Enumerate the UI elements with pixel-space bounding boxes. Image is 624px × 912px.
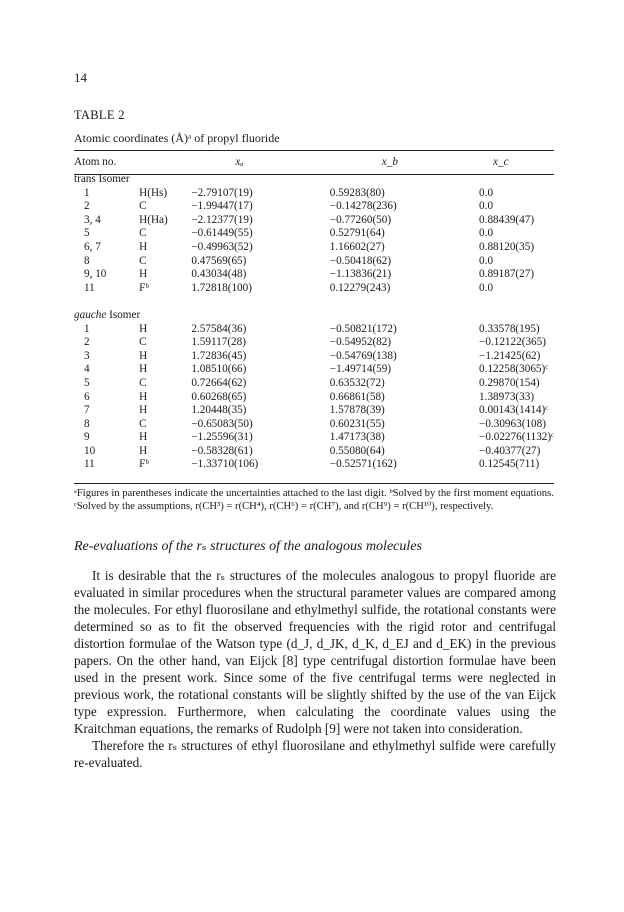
cell-xc: 1.38973(33) (479, 390, 535, 403)
cell-xa: −2.79107(19) (191, 186, 253, 199)
table-label: TABLE 2 (74, 108, 125, 122)
cell-atom-no: 3 (84, 349, 90, 362)
paragraph-1: It is desirable that the rₛ structures of the molecules analogous to propyl fluoride are evaluated in similar procedures when the structural parameter values are compared among the molecules. For ethyl fluorosilane and ethylmethyl sulfide, the rotational constants were determined so as to fit the observed frequencies with the rigid rotor and centrifugal distortion formulae of the Watson type (d_J, d_JK, d_K, d_EJ and d_EK) in the previous papers. On the other hand, van Eijck [8] type centrifugal distortion formulae have been used in the present work. Since some of the five centrifugal terms were neglected in previous work, the rotational constants will be slightly shifted by the use of the van Eijck type expression. Furthermore, when calculating the coordinate values using the Kraitchman equations, the remarks of Rudolph [9] were not taken into consideration. (74, 568, 556, 736)
cell-xb: 1.16602(27) (329, 240, 385, 253)
cell-atom-no: 1 (84, 322, 90, 335)
cell-atom: H (139, 390, 148, 403)
cell-xc: −0.40377(27) (479, 444, 541, 457)
table-row (74, 227, 554, 241)
cell-atom-no: 11 (84, 458, 95, 471)
cell-atom: C (139, 336, 147, 349)
section-heading: Re-evaluations of the rₛ structures of the analogous molecules (74, 539, 422, 554)
cell-atom-no: 10 (84, 444, 96, 457)
cell-atom: Fᵇ (139, 281, 149, 294)
table-row (74, 282, 554, 296)
cell-xb: 0.52791(64) (329, 227, 385, 240)
cell-xa: −2.12377(19) (191, 213, 253, 226)
cell-xc: 0.0 (479, 200, 494, 213)
header-xc: x_c (493, 155, 509, 168)
cell-xa: 0.43034(48) (191, 268, 247, 281)
cell-xc: 0.0 (479, 186, 494, 199)
cell-xc: 0.00143(1414)ᶜ (479, 404, 549, 417)
cell-xc: −0.12122(365) (479, 336, 546, 349)
cell-atom: H (139, 240, 148, 253)
cell-xb: 1.47173(38) (329, 431, 385, 444)
cell-xc: 0.12545(711) (479, 458, 540, 471)
cell-atom: H(Hs) (139, 186, 168, 199)
cell-atom: H (139, 363, 148, 376)
table-row (74, 363, 554, 377)
cell-xb: −0.54769(138) (329, 349, 397, 362)
cell-xc: 0.33578(195) (479, 322, 540, 335)
section-title-row (74, 173, 554, 187)
body-text (74, 567, 556, 771)
cell-atom: C (139, 227, 147, 240)
cell-xb: −0.54952(82) (329, 336, 392, 349)
cell-atom-no: 9 (84, 431, 90, 444)
table-row (74, 431, 554, 445)
cell-atom-no: 2 (84, 336, 90, 349)
cell-xc: 0.0 (479, 227, 494, 240)
cell-xa: −0.65083(50) (191, 417, 253, 430)
cell-atom: Fᵇ (139, 458, 149, 471)
cell-atom: C (139, 376, 147, 389)
cell-xb: 0.60231(55) (329, 417, 385, 430)
cell-xc: −1.21425(62) (479, 349, 541, 362)
cell-xa: 0.60268(65) (191, 390, 247, 403)
coordinates-table (74, 152, 554, 472)
cell-xa: 1.72818(100) (191, 281, 252, 294)
cell-xc: 0.0 (479, 254, 494, 267)
cell-xc: −0.30963(108) (479, 417, 546, 430)
section-spacer (74, 295, 554, 309)
cell-atom-no: 9, 10 (84, 268, 107, 281)
table-row (74, 187, 554, 201)
table-row (74, 445, 554, 459)
section-title: gauche Isomer (74, 308, 141, 321)
page-number: 14 (74, 70, 87, 85)
cell-atom: H (139, 322, 148, 335)
cell-atom-no: 6, 7 (84, 240, 101, 253)
cell-atom-no: 5 (84, 227, 90, 240)
cell-atom-no: 1 (84, 186, 90, 199)
cell-atom: C (139, 254, 147, 267)
cell-xb: −0.14278(236) (329, 200, 397, 213)
table-bottom-rule (74, 483, 554, 484)
cell-atom: H (139, 444, 148, 457)
cell-atom-no: 7 (84, 404, 90, 417)
cell-xa: 1.20448(35) (191, 404, 247, 417)
cell-atom: C (139, 417, 147, 430)
cell-xa: −0.61449(55) (191, 227, 253, 240)
cell-xa: 1.72836(45) (191, 349, 247, 362)
cell-xb: 0.63532(72) (329, 376, 385, 389)
paragraph-2: Therefore the rₛ structures of ethyl fluorosilane and ethylmethyl sulfide were carefully re-evaluated. (74, 738, 556, 770)
table-footnotes: ᵃFigures in parentheses indicate the uncertainties attached to the last digit. ᵇSolved by the first moment equations. ᶜSolved by the assumptions, r(CH³) = r(CH⁴), r(CH⁶) = r(CH⁷), and r(CH⁹) = r(CH¹⁰), respectively. (74, 488, 554, 512)
table-row (74, 458, 554, 472)
cell-xa: −1.25596(31) (191, 431, 253, 444)
cell-xb: −1.49714(59) (329, 363, 392, 376)
table-row (74, 323, 554, 337)
table-row (74, 377, 554, 391)
cell-xa: −0.58328(61) (191, 444, 253, 457)
cell-xc: 0.29870(154) (479, 376, 540, 389)
cell-xb: 0.59283(80) (329, 186, 385, 199)
table-body (74, 173, 554, 472)
cell-atom: H (139, 268, 148, 281)
cell-atom-no: 5 (84, 376, 90, 389)
table-row (74, 268, 554, 282)
cell-xc: 0.88439(47) (479, 213, 535, 226)
table-row (74, 241, 554, 255)
header-xb: x_b (381, 155, 398, 168)
cell-xc: 0.89187(27) (479, 268, 535, 281)
cell-xb: 0.55080(64) (329, 444, 385, 457)
cell-atom-no: 4 (84, 363, 90, 376)
cell-atom: H(Ha) (139, 213, 168, 226)
cell-xb: −0.50821(172) (329, 322, 397, 335)
cell-xb: 0.66861(58) (329, 390, 385, 403)
cell-xb: −0.77260(50) (329, 213, 392, 226)
cell-xb: −0.50418(62) (329, 254, 392, 267)
cell-atom: C (139, 200, 147, 213)
table-row (74, 255, 554, 269)
cell-atom-no: 8 (84, 254, 90, 267)
cell-xa: −0.49963(52) (191, 240, 253, 253)
cell-xc: 0.88120(35) (479, 240, 535, 253)
section-title: trans Isomer (74, 173, 130, 185)
header-atom-no: Atom no. (74, 155, 117, 168)
cell-xa: 1.08510(66) (191, 363, 247, 376)
cell-xc: 0.12258(3065)ᶜ (479, 363, 549, 376)
table-top-rule (74, 150, 554, 151)
cell-atom-no: 3, 4 (84, 213, 101, 226)
cell-xb: −1.13836(21) (329, 268, 392, 281)
table-header-row (74, 152, 554, 173)
cell-xa: −1.33710(106) (191, 458, 259, 471)
cell-atom-no: 8 (84, 417, 90, 430)
cell-xb: 0.12279(243) (329, 281, 391, 294)
cell-xa: −1.99447(17) (191, 200, 253, 213)
cell-atom: H (139, 404, 148, 417)
table-caption: Atomic coordinates (Å)ᵃ of propyl fluoride (74, 131, 280, 145)
cell-atom: H (139, 349, 148, 362)
table-row (74, 404, 554, 418)
table-row (74, 214, 554, 228)
header-xa: xₐ (235, 155, 244, 168)
cell-xa: 2.57584(36) (191, 322, 247, 335)
table-row (74, 336, 554, 350)
cell-xb: 1.57878(39) (329, 404, 385, 417)
table-row (74, 391, 554, 405)
cell-atom-no: 2 (84, 200, 90, 213)
cell-xa: 0.47569(65) (191, 254, 247, 267)
cell-xc: 0.0 (479, 281, 494, 294)
table-row (74, 200, 554, 214)
table-row (74, 350, 554, 364)
table-row (74, 418, 554, 432)
cell-xa: 0.72664(62) (191, 376, 247, 389)
cell-xb: −0.52571(162) (329, 458, 397, 471)
cell-xa: 1.59117(28) (191, 336, 246, 349)
section-title-row (74, 309, 554, 323)
cell-atom-no: 11 (84, 281, 95, 294)
cell-atom-no: 6 (84, 390, 90, 403)
cell-xc: −0.02276(1132)ᶜ (479, 431, 554, 444)
cell-atom: H (139, 431, 148, 444)
